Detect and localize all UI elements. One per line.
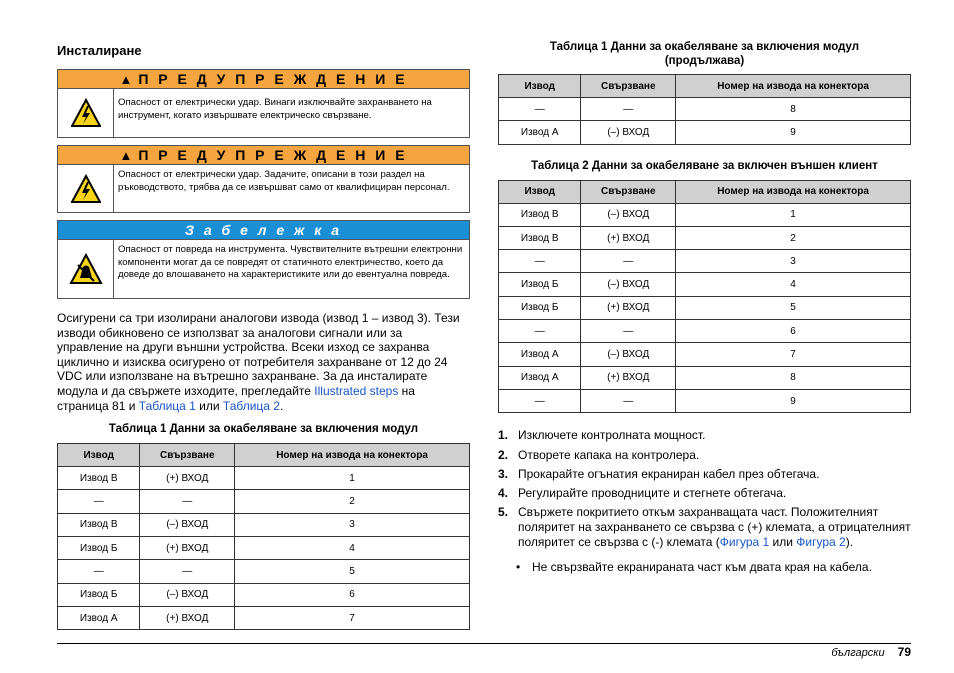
table-row: [499, 273, 911, 296]
table-cell: 1: [676, 203, 911, 226]
table-cell: 3: [676, 250, 911, 273]
note-header: З а б е л е ж к а: [58, 221, 469, 240]
table-header-cell: Извод: [58, 444, 140, 467]
table-cell: —: [140, 560, 235, 583]
table-header-cell: Номер на извода на конектора: [676, 180, 911, 203]
electric-shock-icon: [58, 165, 114, 212]
table-row: [499, 343, 911, 366]
table-row: [499, 98, 911, 121]
table-row: [499, 389, 911, 412]
table-row: [58, 583, 470, 606]
table-2-title: Таблица 2 Данни за окабеляване за включен външен клиент: [531, 159, 878, 172]
table-1: [57, 443, 470, 630]
table-cell: —: [581, 389, 676, 412]
table-cell: 1: [235, 467, 470, 490]
table-cell: Извод Б: [58, 537, 140, 560]
footer-language: български: [831, 647, 885, 659]
warning-text: Опасност от електрически удар. Задачите, описани в този раздел на ръководството, трябва да се извършват само от квалифициран персонал.: [118, 169, 450, 193]
bullet-item: • Не свързвайте екранираната част към двата края на кабела.: [516, 560, 872, 575]
table-cell: —: [581, 250, 676, 273]
footer-divider: [57, 643, 911, 644]
electrostatic-hazard-icon: [58, 240, 114, 298]
table-cell: 7: [235, 606, 470, 629]
table-cell: Извод А: [499, 343, 581, 366]
table-cell: Извод В: [499, 226, 581, 249]
step-item: 4. Регулирайте проводниците и стегнете обтегача.: [498, 486, 787, 501]
table-row: [499, 250, 911, 273]
table-1-body: [58, 467, 470, 630]
table-cell: (+) ВХОД: [581, 296, 676, 319]
table-header-cell: Свързване: [581, 75, 676, 98]
table-cell: (–) ВХОД: [581, 273, 676, 296]
table-cell: —: [140, 490, 235, 513]
steps-list: [498, 428, 911, 549]
table-row: [499, 121, 911, 144]
table-cell: 9: [676, 121, 911, 144]
table-row: [499, 296, 911, 319]
table-row: [499, 226, 911, 249]
table-1-title: Таблица 1 Данни за окабеляване за включения модул: [108, 423, 419, 436]
table-cell: (+) ВХОД: [581, 366, 676, 389]
table-cell: 6: [235, 583, 470, 606]
intro-paragraph: Осигурени са три изолирани аналогови извода (извод 1 – извод 3). Тези изводи обикновено се използват за аналогови сигнали или за управление на други външни устройства. Всеки изход се захранва циклично и изисква осигурено от потребителя захранване от 12 до 24 VDC или използване на вътрешно захранване. За да инсталирате модула и да свържете изходите, прегледайте Illustrated steps на страница 81 и Таблица 1 или Таблица 2.: [57, 311, 460, 413]
table-cell: (–) ВХОД: [581, 121, 676, 144]
step-item: 3. Прокарайте огънатия екраниран кабел през обтегача.: [498, 466, 820, 481]
table-header-cell: Номер на извода на конектора: [676, 75, 911, 98]
table-cell: Извод В: [499, 203, 581, 226]
table-cell: 4: [676, 273, 911, 296]
warning-header: [58, 146, 469, 165]
table-cell: —: [499, 250, 581, 273]
table-cell: 6: [676, 320, 911, 343]
table-1-link[interactable]: Таблица 1: [138, 398, 196, 413]
table-header-cell: Свързване: [140, 444, 235, 467]
step-item: 1. Изключете контролната мощност.: [498, 428, 706, 443]
table-cell: 3: [235, 513, 470, 536]
table-cell: Извод А: [499, 121, 581, 144]
table-1-continued-body: [499, 98, 911, 145]
figure-2-link[interactable]: Фигура 2: [796, 534, 846, 549]
table-cell: —: [58, 490, 140, 513]
note-box: [57, 220, 470, 299]
warning-header: [58, 70, 469, 89]
table-cell: 2: [235, 490, 470, 513]
bullet-icon: •: [516, 560, 521, 575]
table-cell: —: [499, 320, 581, 343]
illustrated-steps-link[interactable]: Illustrated steps: [314, 383, 399, 398]
table-cell: (–) ВХОД: [140, 513, 235, 536]
table-cell: (+) ВХОД: [140, 606, 235, 629]
table-2: [498, 180, 911, 414]
page-number: 79: [897, 645, 911, 659]
table-1-continued: [498, 74, 911, 145]
left-column: [57, 40, 470, 630]
electric-shock-icon: [58, 89, 114, 137]
figure-1-link[interactable]: Фигура 1: [719, 534, 770, 549]
warning-box-1: [57, 69, 470, 138]
table-row: [58, 606, 470, 629]
table-cell: 5: [676, 296, 911, 319]
table-cell: Извод В: [58, 467, 140, 490]
table-cell: 9: [676, 389, 911, 412]
table-header-cell: Извод: [499, 180, 581, 203]
table-cell: —: [499, 389, 581, 412]
table-cell: 4: [235, 537, 470, 560]
table-2-body: [499, 203, 911, 413]
warning-triangle-icon: ▲: [119, 148, 133, 163]
table-row: [499, 366, 911, 389]
warning-box-2: [57, 145, 470, 213]
table-cell: 2: [676, 226, 911, 249]
table-2-link[interactable]: Таблица 2: [222, 398, 280, 413]
table-cell: 5: [235, 560, 470, 583]
table-header-cell: Извод: [499, 75, 581, 98]
table-row: [58, 467, 470, 490]
table-header-cell: Свързване: [581, 180, 676, 203]
note-text: Опасност от повреда на инструмента. Чувствителните вътрешни електронни компоненти могат да се повредят от статичното електричество, което да доведе до влошаването на характеристиките или до евентуална повреда.: [118, 244, 463, 280]
table-row: [58, 537, 470, 560]
table-1-continued-title: Таблица 1 Данни за окабеляване за включения модул (продължава): [549, 41, 860, 67]
table-cell: Извод А: [58, 606, 140, 629]
table-cell: Извод В: [58, 513, 140, 536]
table-cell: (–) ВХОД: [140, 583, 235, 606]
warning-title: П Р Е Д У П Р Е Ж Д Е Н И Е: [138, 71, 408, 87]
step-item: 5. Свържете покритието откъм захранващата част. Положителният поляритет на захранването се свързва с (+) клемата, а отрицателният поляритет се свързва с (-) клемата (Фигура 1 или Фигура 2).: [498, 505, 911, 549]
table-cell: —: [499, 98, 581, 121]
table-cell: —: [581, 98, 676, 121]
table-cell: —: [58, 560, 140, 583]
table-cell: 8: [676, 366, 911, 389]
table-cell: 8: [676, 98, 911, 121]
table-cell: —: [581, 320, 676, 343]
table-row: [499, 320, 911, 343]
page-footer: [831, 645, 911, 659]
table-cell: 7: [676, 343, 911, 366]
warning-text: Опасност от електрически удар. Винаги изключвайте захранването на инструмент, когато извършвате електрическо свързване.: [118, 97, 432, 121]
warning-title: П Р Е Д У П Р Е Ж Д Е Н И Е: [138, 147, 408, 163]
table-cell: (+) ВХОД: [581, 226, 676, 249]
table-cell: Извод Б: [499, 273, 581, 296]
table-cell: (+) ВХОД: [140, 537, 235, 560]
table-header-cell: Номер на извода на конектора: [235, 444, 470, 467]
table-cell: Извод Б: [58, 583, 140, 606]
table-row: [499, 203, 911, 226]
table-row: [58, 490, 470, 513]
table-cell: Извод Б: [499, 296, 581, 319]
table-cell: (–) ВХОД: [581, 343, 676, 366]
section-title: Инсталиране: [57, 43, 142, 58]
right-column: [498, 40, 911, 575]
table-cell: (+) ВХОД: [140, 467, 235, 490]
table-row: [58, 513, 470, 536]
table-cell: (–) ВХОД: [581, 203, 676, 226]
table-row: [58, 560, 470, 583]
warning-triangle-icon: ▲: [119, 72, 133, 87]
table-cell: Извод А: [499, 366, 581, 389]
step-item: 2. Отворете капака на контролера.: [498, 447, 700, 462]
